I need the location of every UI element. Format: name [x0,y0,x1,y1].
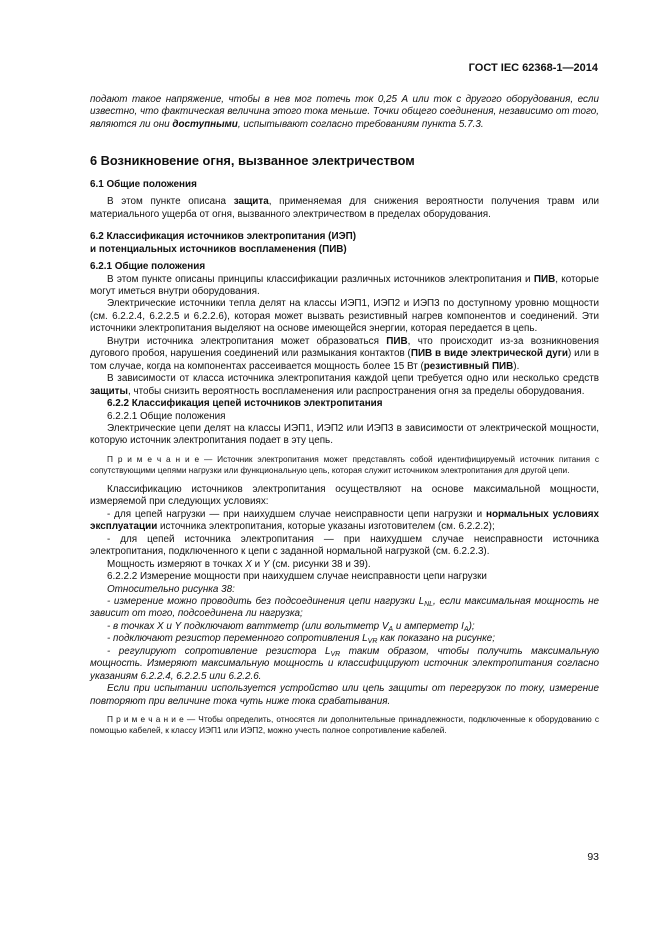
section-6-1-paragraph: В этом пункте описана защита, применяемая для снижения вероятности получения травм или материального ущерба от огня, вызванного электричеством в пределах оборудования. [90,196,599,220]
procedure-item-1: - измерение можно проводить без подсоединения цепи нагрузки $L_{NL}$, если максимальная мощность не зависит от того, подсоединена ли нагрузка; [90,595,599,620]
section-6-2-1-title: 6.2.1 Общие положения [90,261,206,273]
section-6-2-2-title: 6.2.2 Классификация цепей источников электропитания [107,398,383,410]
intro-paragraph: подают такое напряжение, чтобы в нев мог потечь ток 0,25 А или ток с другого оборудования, если известно, что фактическая величина этого тока меньше. Точки общего соединения, независимо от того, являются ли они доступными, испытывают согласно требованиям пункта 5.7.3. [90,94,599,130]
section-6-2-2-1-title: 6.2.2.1 Общие положения [107,410,226,422]
note-2: П р и м е ч а н и е — Чтобы определить, относятся ли дополнительные принадлежности, подключенные к оборудованию с помощью кабелей, к классу ИЭП1 или ИЭП2, можно учесть полное сопротивление кабелей. [90,714,600,736]
section-6-1-title: 6.1 Общие положения [90,178,197,190]
procedure-item-3: - подключают резистор переменного сопротивления $L_{VR}$ как показано на рисунке; [107,633,495,646]
section-6-title: 6 Возникновение огня, вызванное электричеством [90,153,415,169]
figure-38-reference: Относительно рисунка 38: [107,583,235,595]
standard-header: ГОСТ IEC 62368-1—2014 [468,62,598,74]
measurement-points: Мощность измеряют в точках X и Y (см. рисунки 38 и 39). [107,558,371,570]
section-6-2-1-p1: В этом пункте описаны принципы классификации различных источников электропитания и ПИВ, которые могут иметься внутри оборудования. [90,273,599,297]
page-body [90,94,599,736]
section-6-2-1-p3: Внутри источника электропитания может образоваться ПИВ, что происходит из-за возникновения дугового пробоя, нарушения соединений или размыкания контактов (ПИВ в виде электрической дуги) или в том случае, когда на компонентах рассеивается мощность более 15 Вт (резистивный ПИВ). [90,335,600,372]
section-6-2-1-p2: Электрические источники тепла делят на классы ИЭП1, ИЭП2 и ИЭП3 по доступному уровню мощности (см. 6.2.2.4, 6.2.2.5 и 6.2.2.6), которая может вызвать резистивный нагрев компонентов и соединений. Эти источники электропитания выделяют на основе имеющейся энергии, которая передается в цепь. [90,298,599,335]
section-6-2-2-2-title: 6.2.2.2 Измерение мощности при наихудшем случае неисправности цепи нагрузки [107,571,487,583]
condition-item-1: - для цепей нагрузки — при наихудшем случае неисправности цепи нагрузки и нормальных условиях эксплуатации источника электропитания, которые указаны изготовителем (см. 6.2.2.2); [90,508,599,533]
section-6-2-1-p4: В зависимости от класса источника электропитания каждой цепи требуется одно или несколько средств защиты, чтобы снизить вероятность воспламенения или распространения огня за пределы оборудования. [90,373,599,397]
procedure-item-2: - в точках X и Y подключают ваттметр (или вольтметр $V_A$ и амперметр $I_A$); [107,620,475,633]
section-6-2-title: 6.2 Классификация источников электропитания (ИЭП) и потенциальных источников воспламенения (ПИВ) [90,231,356,255]
procedure-item-4: - регулируют сопротивление резистора $L_{VR}$ таким образом, чтобы получить максимальную мощность. Измеряют максимальную мощность и классифицируют источник электропитания согласно указаниям 6.2.2.4, 6.2.2.5 или 6.2.2.6. [90,645,600,682]
section-6-2-2-p1: Электрические цепи делят на классы ИЭП1, ИЭП2 или ИЭП3 в зависимости от электрической мощности, которую источник электропитания подает в эту цепь. [90,422,599,447]
section-6-2-2-p2: Классификацию источников электропитания осуществляют на основе максимальной мощности, измеряемой при следующих условиях: [90,483,599,508]
term-accessible: доступными [172,118,238,130]
page-number: 93 [587,851,599,863]
procedure-item-5: Если при испытании используется устройство или цепь защиты от перегрузок по току, измерение повторяют при величине тока чуть ниже тока срабатывания. [90,683,599,707]
note-1: П р и м е ч а н и е — Источник электропитания может представлять собой идентифицируемый источник питания с сопутствующими цепями нагрузки или функциональную цепь, которая служит источником электропитания для другой цепи. [90,453,599,475]
condition-item-2: - для цепей источника электропитания — при наихудшем случае неисправности источника электропитания, подключенного к цепи с заданной нормальной нагрузкой (см. 6.2.2.3). [90,533,599,558]
